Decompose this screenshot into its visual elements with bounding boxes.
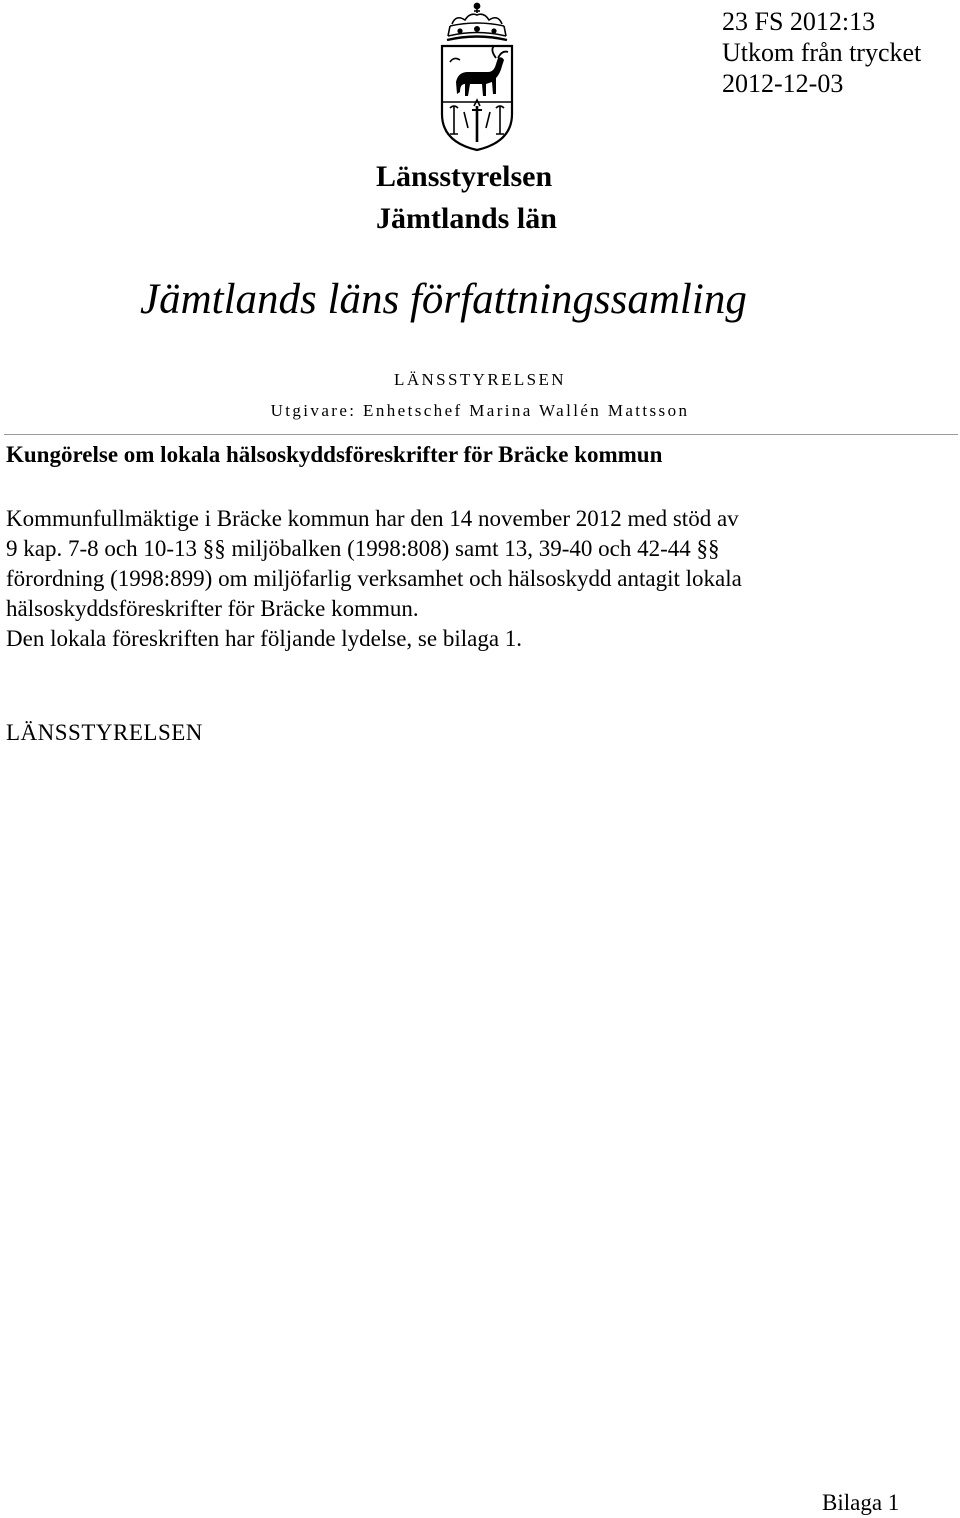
publication-info (722, 6, 921, 99)
published-label: Utkom från trycket (722, 38, 922, 67)
coat-of-arms-icon (432, 2, 522, 152)
closing-signature: LÄNSSTYRELSEN (6, 720, 203, 745)
body-line: hälsoskyddsföreskrifter för Bräcke kommun. (6, 596, 419, 621)
published-date: 2012-12-03 (722, 69, 844, 98)
document-heading: Kungörelse om lokala hälsoskyddsföreskrifter för Bräcke kommun (6, 442, 663, 467)
body-line: Den lokala föreskriften har följande lydelse, se bilaga 1. (6, 626, 523, 651)
body-line: 9 kap. 7-8 och 10-13 §§ miljöbalken (1998:808) samt 13, 39-40 och 42-44 §§ (6, 536, 720, 561)
issuer-publisher: Utgivare: Enhetschef Marina Wallén Mattsson (270, 401, 690, 420)
agency-line-1: Länsstyrelsen (376, 160, 553, 193)
fs-number: 23 FS 2012:13 (722, 7, 876, 36)
agency-line-2: Jämtlands län (376, 202, 557, 235)
attachment-label: Bilaga 1 (822, 1490, 900, 1515)
body-line: Kommunfullmäktige i Bräcke kommun har den 14 november 2012 med stöd av (6, 506, 739, 531)
document-body (6, 504, 906, 654)
agency-name (376, 156, 557, 240)
issuer-organization: LÄNSSTYRELSEN (394, 370, 566, 389)
collection-title: Jämtlands läns författningssamling (140, 276, 747, 323)
divider (4, 434, 958, 435)
body-line: förordning (1998:899) om miljöfarlig verksamhet och hälsoskydd antagit lokala (6, 566, 742, 591)
